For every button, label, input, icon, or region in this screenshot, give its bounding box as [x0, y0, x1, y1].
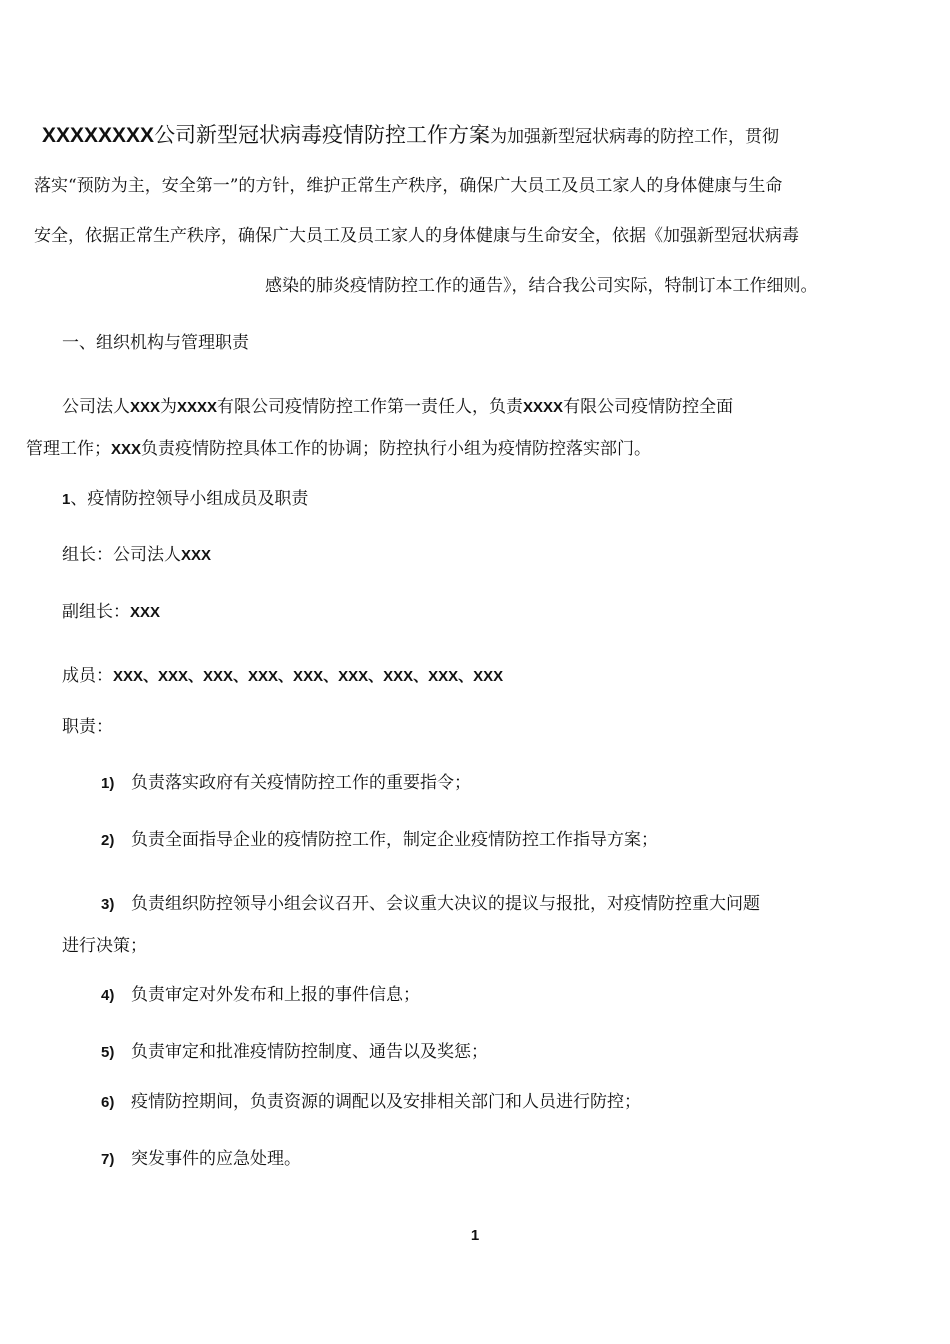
document-title: 公司新型冠状病毒疫情防控工作方案 [154, 123, 491, 147]
paragraph-line: 管理工作；XXX负责疫情防控具体工作的协调；防控执行小组为疫情防控落实部门。 [26, 439, 652, 459]
members-line: 成员：XXX、XXX、XXX、XXX、XXX、XXX、XXX、XXX、XXX [62, 666, 504, 686]
leader-line: 组长：公司法人XXX [62, 545, 212, 565]
title-line [42, 120, 779, 152]
duty-item: 2) 负责全面指导企业的疫情防控工作，制定企业疫情防控工作指导方案； [101, 830, 658, 850]
section-heading: 一、组织机构与管理职责 [62, 333, 249, 353]
intro-line: 落实“预防为主，安全第一”的方针，维护正常生产秩序，确保广大员工及员工家人的身体健康与生命 [34, 176, 783, 196]
paragraph-line: 公司法人XXX为XXXX有限公司疫情防控工作第一责任人，负责XXXX有限公司疫情防控全面 [62, 397, 734, 417]
duty-item: 1) 负责落实政府有关疫情防控工作的重要指令； [101, 773, 471, 793]
duty-item: 5) 负责审定和批准疫情防控制度、通告以及奖惩； [101, 1042, 488, 1062]
duty-item: 7) 突发事件的应急处理。 [101, 1149, 301, 1169]
duty-item-continuation: 进行决策； [62, 936, 147, 956]
company-code: XXXXXXXX [42, 124, 155, 147]
intro-line: 感染的肺炎疫情防控工作的通告》，结合我公司实际，特制订本工作细则。 [265, 276, 818, 296]
duties-label: 职责： [62, 717, 113, 737]
deputy-leader-line: 副组长：XXX [62, 602, 161, 622]
page-number: 1 [470, 1227, 480, 1244]
duty-item: 4) 负责审定对外发布和上报的事件信息； [101, 985, 420, 1005]
duty-item: 6) 疫情防控期间，负责资源的调配以及安排相关部门和人员进行防控； [101, 1092, 641, 1112]
subsection-heading: 1、疫情防控领导小组成员及职责 [62, 489, 309, 509]
intro-line: 安全，依据正常生产秩序，确保广大员工及员工家人的身体健康与生命安全，依据《加强新型冠状病毒 [34, 226, 799, 246]
duty-item: 3) 负责组织防控领导小组会议召开、会议重大决议的提议与报批，对疫情防控重大问题 [101, 894, 760, 914]
intro-text: 为加强新型冠状病毒的防控工作，贯彻 [490, 127, 780, 147]
